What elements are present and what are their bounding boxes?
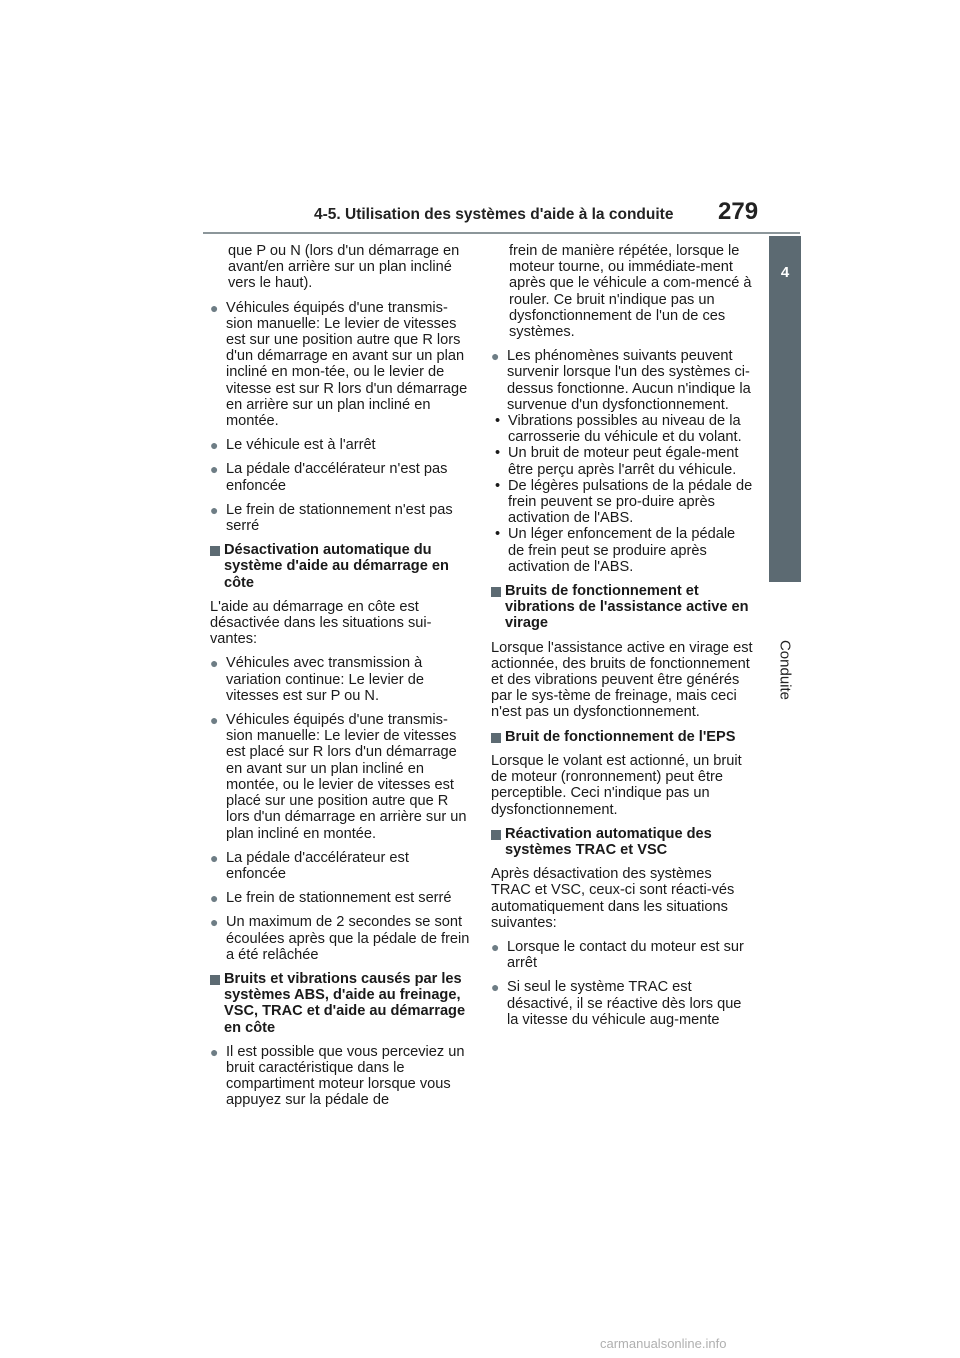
header-rule <box>203 232 800 234</box>
section-title: 4-5. Utilisation des systèmes d'aide à la conduite <box>314 206 674 223</box>
chapter-number: 4 <box>780 264 790 281</box>
bullet-item <box>491 348 753 413</box>
chapter-label-box <box>762 620 808 720</box>
dash-text: Un bruit de moteur peut égale-ment être perçu après l'arrêt du véhicule. <box>508 445 739 478</box>
dash-item <box>491 413 753 445</box>
bullet-item <box>210 1044 472 1109</box>
bullet-item <box>210 461 472 493</box>
bullet-icon: ● <box>491 979 500 996</box>
paragraph: Lorsque le volant est actionné, un bruit de moteur (ronronnement) peut être perceptible. Ceci n'indique pas un dysfonctionnement. <box>491 752 742 818</box>
bullet-text: Véhicules équipés d'une transmis-sion manuelle: Le levier de vitesses est sur une position autre que R lors d'un démarrage en avant sur un plan incliné en mon-tée, ou le levier de vitesse est sur R lors d'un démarrage en arrière sur un plan incliné en montée. <box>226 299 468 430</box>
dot-icon: • <box>495 477 501 494</box>
bullet-item <box>210 850 472 882</box>
dot-icon: • <box>495 526 501 543</box>
bullet-item <box>210 712 472 842</box>
right-column <box>491 243 753 1036</box>
square-bullet-icon <box>491 733 501 743</box>
chapter-label: Conduite <box>776 639 794 701</box>
bullet-text: La pédale d'accélérateur n'est pas enfoncée <box>226 461 448 494</box>
bullet-item <box>210 300 472 430</box>
bullet-text: Véhicules avec transmission à variation continue: Le levier de vitesses est sur P ou N. <box>226 655 424 704</box>
heading-text: Désactivation automatique du système d'aide au démarrage en côte <box>224 542 449 591</box>
bullet-text: Si seul le système TRAC est désactivé, il se réactive dès lors que la vitesse du véhicule aug-mente <box>507 979 742 1028</box>
dot-icon: • <box>495 445 501 462</box>
bullet-item <box>210 502 472 534</box>
paragraph: Après désactivation des systèmes TRAC et VSC, ceux-ci sont réacti-vés automatiquement dans les situations suivantes: <box>491 866 735 931</box>
subsection-heading <box>491 729 753 745</box>
bullet-text: Les phénomènes suivants peuvent survenir lorsque l'un des systèmes ci-dessus fonctionne. Aucun n'indique la survenue d'un dysfonctionnement. <box>507 348 751 413</box>
paragraph-continued: frein de manière répétée, lorsque le moteur tourne, ou immédiate-ment après que le véhicule a com-mencé à rouler. Ce bruit n'indique pas un dysfonctionnement de l'un de ces systèmes. <box>509 243 752 341</box>
square-bullet-icon <box>210 546 220 556</box>
bullet-text: Le frein de stationnement est serré <box>226 890 452 907</box>
paragraph: L'aide au démarrage en côte est désactivée dans les situations sui-vantes: <box>210 598 432 648</box>
bullet-item <box>491 979 753 1028</box>
watermark: carmanualsonline.info <box>600 1336 727 1351</box>
bullet-icon: ● <box>210 461 219 478</box>
dash-text: De légères pulsations de la pédale de frein peuvent se pro-duire après activation de l'ABS. <box>508 477 753 527</box>
heading-text: Bruit de fonctionnement de l'EPS <box>505 728 736 745</box>
bullet-text: Le frein de stationnement n'est pas serré <box>226 501 453 535</box>
dash-item <box>491 445 753 477</box>
bullet-text: Un maximum de 2 secondes se sont écoulées après que la pédale de frein a été relâchée <box>226 914 470 963</box>
bullet-item <box>210 890 472 906</box>
bullet-icon: ● <box>210 914 219 931</box>
bullet-icon: ● <box>210 501 219 518</box>
dash-item <box>491 478 753 527</box>
bullet-icon: ● <box>210 1043 219 1060</box>
bullet-text: Lorsque le contact du moteur est sur arrêt <box>507 938 744 972</box>
dash-text: Vibrations possibles au niveau de la carrosserie du véhicule et du volant. <box>508 413 742 446</box>
dash-text: Un léger enfoncement de la pédale de frein peut se produire après activation de l'ABS. <box>508 526 736 575</box>
square-bullet-icon <box>491 587 501 597</box>
subsection-heading <box>491 826 753 858</box>
chapter-tab <box>769 236 801 582</box>
dot-icon: • <box>495 413 501 430</box>
subsection-heading <box>210 542 472 591</box>
square-bullet-icon <box>210 975 220 985</box>
bullet-text: Il est possible que vous perceviez un bruit caractéristique dans le compartiment moteur lorsque vous appuyez sur la pédale de <box>226 1043 465 1109</box>
subsection-heading <box>491 583 753 632</box>
bullet-icon: ● <box>491 348 500 365</box>
heading-text: Bruits de fonctionnement et vibrations de l'assistance active en virage <box>505 583 749 632</box>
heading-text: Bruits et vibrations causés par les systèmes ABS, d'aide au freinage, VSC, TRAC et d'aide au démarrage en côte <box>224 970 466 1036</box>
subsection-heading <box>210 971 472 1036</box>
bullet-icon: ● <box>491 938 500 955</box>
bullet-icon: ● <box>210 712 219 729</box>
bullet-item <box>491 939 753 971</box>
page-header <box>0 0 960 240</box>
bullet-icon: ● <box>210 890 219 907</box>
bullet-text: Le véhicule est à l'arrêt <box>226 437 376 454</box>
dash-item <box>491 526 753 575</box>
paragraph-continued: que P ou N (lors d'un démarrage en avant/en arrière sur un plan incliné vers le haut). <box>228 243 460 292</box>
bullet-item <box>210 437 472 453</box>
bullet-icon: ● <box>210 655 219 672</box>
bullet-item <box>210 914 472 963</box>
bullet-icon: ● <box>210 849 219 866</box>
bullet-icon: ● <box>210 299 219 316</box>
page-number: 279 <box>718 198 759 225</box>
square-bullet-icon <box>491 830 501 840</box>
bullet-item <box>210 655 472 704</box>
left-column <box>210 243 472 1117</box>
bullet-text: Véhicules équipés d'une transmis-sion manuelle: Le levier de vitesses est placé sur R lors d'un démarrage en avant sur un plan incliné en montée, ou le levier de vitesses est placé sur une position autre que R lors d'un démarrage en arrière sur un plan incliné en montée. <box>226 712 467 842</box>
dash-list <box>491 413 753 575</box>
bullet-icon: ● <box>210 437 219 454</box>
paragraph: Lorsque l'assistance active en virage est actionnée, des bruits de fonctionnement et des vibrations peuvent être générés par le sys-tème de freinage, mais ceci n'est pas un dysfonctionnement. <box>491 639 753 721</box>
bullet-text: La pédale d'accélérateur est enfoncée <box>226 849 409 882</box>
heading-text: Réactivation automatique des systèmes TRAC et VSC <box>505 825 712 858</box>
